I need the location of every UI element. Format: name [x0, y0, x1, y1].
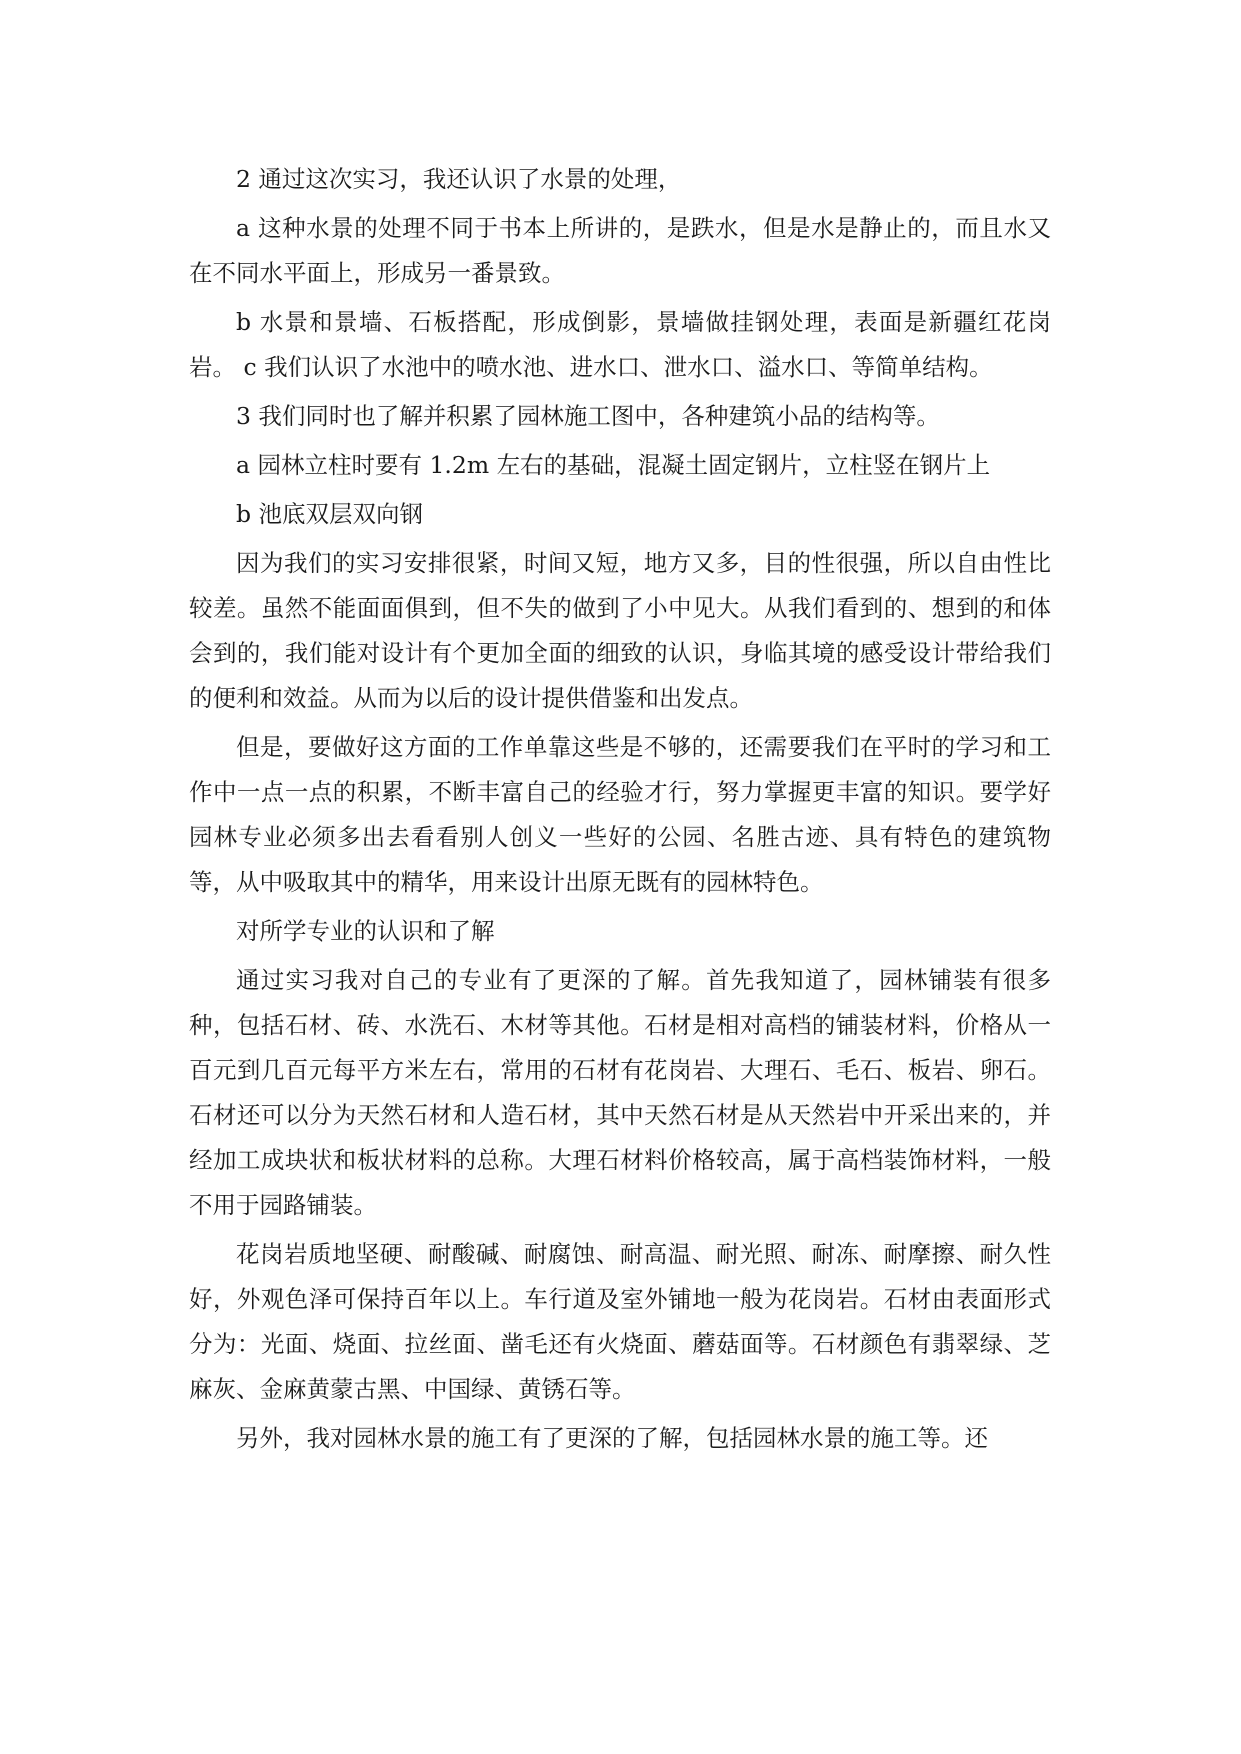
paragraph-construction-drawings: 3 我们同时也了解并积累了园林施工图中，各种建筑小品的结构等。	[236, 402, 940, 430]
section-heading-major: 对所学专业的认识和了解	[236, 917, 495, 945]
paragraph-granite: 花岗岩质地坚硬、耐酸碱、耐腐蚀、耐高温、耐光照、耐冻、耐摩擦、耐久性好，外观色泽可保持百年以上。车行道及室外铺地一般为花岗岩。石材由表面形式分为：光面、烧面、拉丝面、凿毛还有火烧面、蘑菇面等。石材颜色有翡翠绿、芝麻灰、金麻黄蒙古黑、中国绿、黄锈石等。	[189, 1240, 1051, 1403]
paragraph-paving-materials: 通过实习我对自己的专业有了更深的了解。首先我知道了，园林铺装有很多种，包括石材、砖、水洗石、木材等其他。石材是相对高档的铺装材料，价格从一百元到几百元每平方米左右，常用的石材有花岗岩、大理石、毛石、板岩、卵石。石材还可以分为天然石材和人造石材，其中天然石材是从天然岩中开采出来的，并经加工成块状和板状材料的总称。大理石材料价格较高，属于高档装饰材料，一般不用于园路铺装。	[189, 966, 1051, 1219]
paragraph-water-feature-a: a 这种水景的处理不同于书本上所讲的，是跌水，但是水是静止的，而且水又在不同水平面上，形成另一番景致。	[189, 214, 1051, 287]
paragraph-schedule-reflection: 因为我们的实习安排很紧，时间又短，地方又多，目的性很强，所以自由性比较差。虽然不能面面俱到，但不失的做到了小中见大。从我们看到的、想到的和体会到的，我们能对设计有个更加全面的细致的认识，身临其境的感受设计带给我们的便利和效益。从而为以后的设计提供借鉴和出发点。	[189, 549, 1051, 712]
paragraph-water-feature-intro: 2 通过这次实习，我还认识了水景的处理，	[236, 165, 682, 193]
paragraph-pool-bottom: b 池底双层双向钢	[236, 500, 424, 528]
paragraph-column-foundation: a 园林立柱时要有 1.2m 左右的基础，混凝土固定钢片，立柱竖在钢片上	[236, 451, 991, 479]
paragraph-water-feature-b: b 水景和景墙、石板搭配，形成倒影，景墙做挂钢处理，表面是新疆红花岗岩。 c 我们认识了水池中的喷水池、进水口、泄水口、溢水口、等简单结构。	[189, 308, 1051, 381]
paragraph-water-construction: 另外，我对园林水景的施工有了更深的了解，包括园林水景的施工等。还	[236, 1424, 988, 1452]
paragraph-accumulation: 但是，要做好这方面的工作单靠这些是不够的，还需要我们在平时的学习和工作中一点一点的积累，不断丰富自己的经验才行，努力掌握更丰富的知识。要学好园林专业必须多出去看看别人创义一些好的公园、名胜古迹、具有特色的建筑物等，从中吸取其中的精华，用来设计出原无既有的园林特色。	[189, 733, 1051, 896]
document-body	[189, 157, 1051, 1465]
